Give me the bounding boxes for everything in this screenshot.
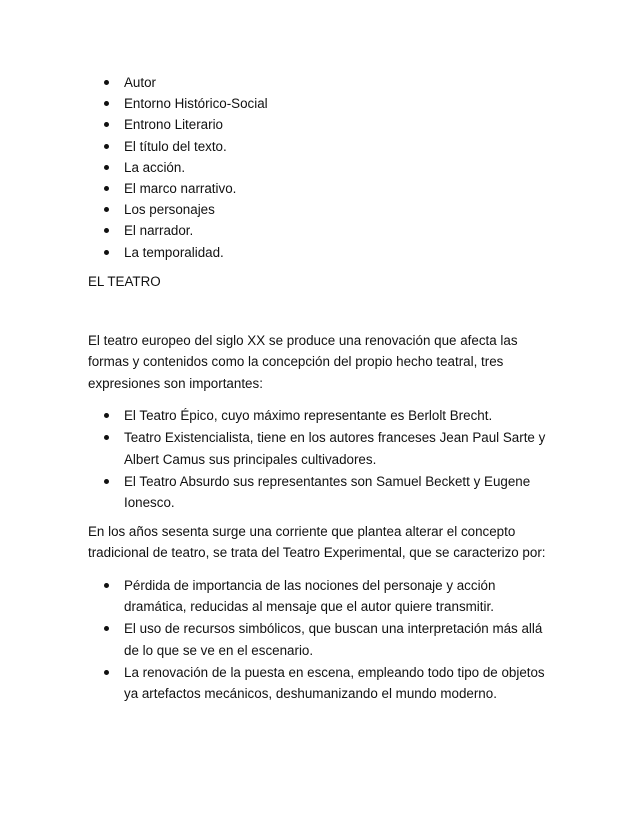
list-item-text: El Teatro Épico, cuyo máximo representante es Berlolt Brecht.	[124, 408, 493, 424]
bullet-icon	[104, 80, 109, 85]
bullet-icon	[104, 101, 109, 106]
list-item	[88, 178, 558, 199]
bullet-icon	[104, 479, 109, 484]
list-item	[88, 199, 558, 220]
bullet-icon	[104, 670, 109, 675]
bullet-icon	[104, 250, 109, 255]
bullet-icon	[104, 165, 109, 170]
bullet-icon	[104, 186, 109, 191]
experimental-paragraph: En los años sesenta surge una corriente que plantea alterar el concepto tradicional de teatro, se trata del Teatro Experimental, que se caracterizo por:	[88, 523, 546, 561]
list-item-text: Pérdida de importancia de las nociones del personaje y acción dramática, reducidas al mensaje que el autor quiere transmitir.	[124, 577, 496, 615]
bullet-icon	[104, 144, 109, 149]
list-item-text: La acción.	[124, 159, 186, 175]
document-content	[88, 72, 558, 705]
list-item	[88, 93, 558, 114]
section-heading: EL TEATRO	[88, 273, 161, 289]
list-item	[88, 427, 558, 470]
bullet-icon	[104, 122, 109, 127]
list-item-text: El título del texto.	[124, 138, 227, 154]
bullet-icon	[104, 413, 109, 418]
bullet-icon	[104, 228, 109, 233]
theatre-expressions-list	[88, 405, 558, 514]
list-item	[88, 471, 558, 514]
list-item-text: El uso de recursos simbólicos, que buscan una interpretación más allá de lo que se ve en el escenario.	[124, 621, 543, 658]
list-item-text: El Teatro Absurdo sus representantes son Samuel Beckett y Eugene Ionesco.	[124, 473, 531, 511]
list-item-text: Los personajes	[124, 202, 215, 218]
list-item-text: Autor	[124, 75, 157, 90]
list-item-text: Entorno Histórico-Social	[124, 96, 268, 112]
list-item-text: El narrador.	[124, 223, 194, 239]
intro-paragraph: El teatro europeo del siglo XX se produce una renovación que afecta las formas y contenidos como la concepción del propio hecho teatral, tres expresiones son importantes:	[88, 332, 518, 391]
list-item	[88, 405, 558, 427]
list-item-text: Entrono Literario	[124, 117, 223, 133]
list-item-text: La temporalidad.	[124, 244, 224, 260]
bullet-icon	[104, 583, 109, 588]
bullet-icon	[104, 207, 109, 212]
bullet-icon	[104, 435, 109, 440]
list-item	[88, 157, 558, 178]
list-item-text: El marco narrativo.	[124, 181, 237, 197]
list-item	[88, 72, 558, 93]
list-item-text: La renovación de la puesta en escena, empleando todo tipo de objetos ya artefactos mecánicos, deshumanizando el mundo moderno.	[124, 664, 545, 702]
analysis-elements-list	[88, 72, 558, 263]
list-item-text: Teatro Existencialista, tiene en los autores franceses Jean Paul Sarte y Albert Camus sus principales cultivadores.	[124, 430, 546, 467]
list-item	[88, 220, 558, 241]
list-item	[88, 575, 558, 618]
list-item	[88, 618, 558, 661]
bullet-icon	[104, 626, 109, 631]
experimental-features-list	[88, 575, 558, 705]
list-item	[88, 242, 558, 263]
list-item	[88, 662, 558, 705]
list-item	[88, 114, 558, 135]
list-item	[88, 136, 558, 157]
